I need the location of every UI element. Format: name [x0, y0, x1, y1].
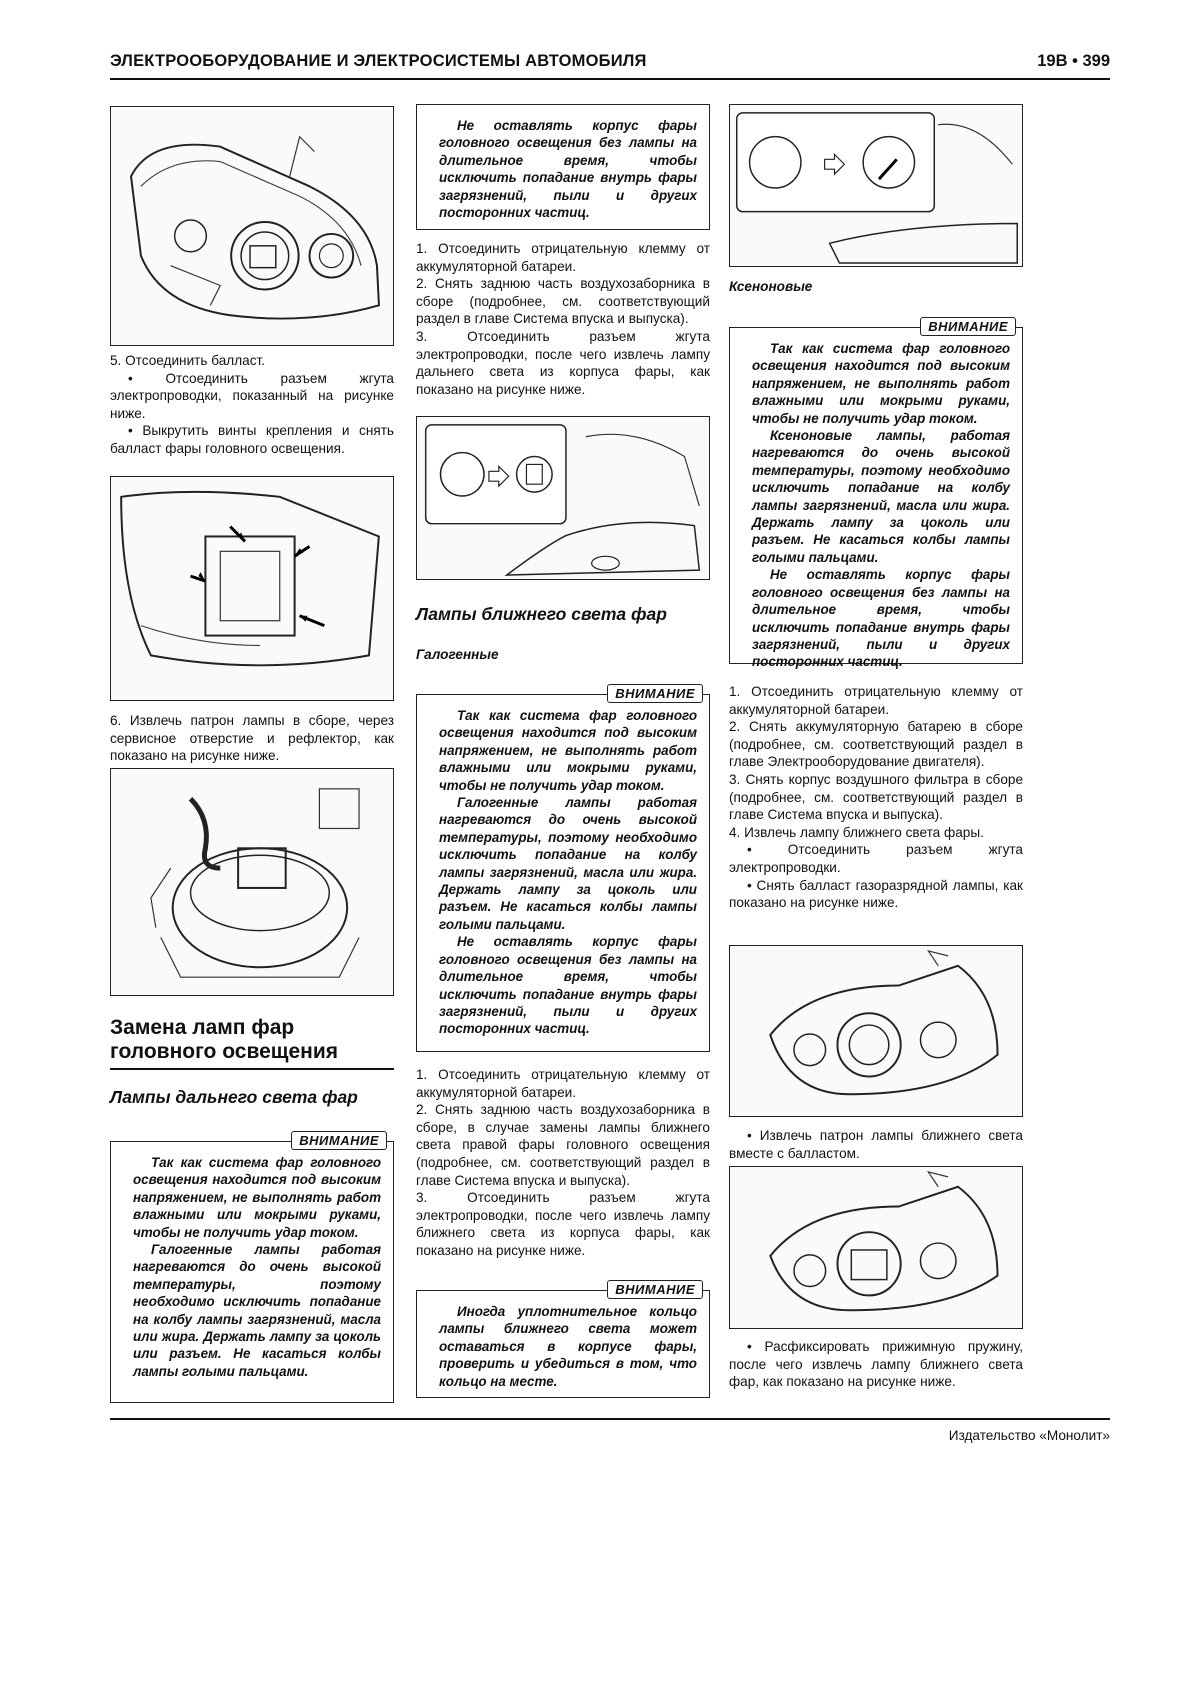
bullet-release-spring: • Расфиксировать прижимную пружину, после чего извлечь лампу ближнего света фар, как показано на рисунке ниже. [729, 1339, 1023, 1390]
figure-headlamp-rear-view [110, 106, 394, 346]
subsection-xenon: Ксеноновые [729, 279, 813, 294]
figure-xenon-ballast [729, 945, 1023, 1117]
step-2: 2. Снять аккумуляторную батарею в сборе (подробнее, см. соответствующий раздел в главе Электрооборудование двигателя). [729, 719, 1023, 770]
col2-steps-high-beam [416, 240, 710, 398]
figure-high-beam-removal [416, 416, 710, 580]
warning-label: ВНИМАНИЕ [291, 1131, 387, 1150]
chapter-title: ЭЛЕКТРООБОРУДОВАНИЕ И ЭЛЕКТРОСИСТЕМЫ АВТОМОБИЛЯ [110, 52, 647, 70]
step-4: 4. Извлечь лампу ближнего света фары. [729, 824, 984, 840]
publisher: Издательство «Монолит» [948, 1428, 1110, 1443]
warning-text-1: Так как система фар головного освещения находится под высоким напряжением, не выполнять работ влажными или мокрыми руками, чтобы не получить удар током. [752, 341, 1010, 426]
figure-ballast-screws [110, 476, 394, 701]
warning-text-3: Не оставлять корпус фары головного освещения без лампы на длительное время, чтобы исключить попадание внутрь фары загрязнений, пыли и других посторонних частиц. [752, 567, 1010, 670]
warning-label: ВНИМАНИЕ [920, 317, 1016, 336]
warning-text-2: Ксеноновые лампы, работая нагреваются до очень высокой температуры, поэтому необходимо исключить попадание на колбу лампы загрязнений, масла или жира. Держать лампу за цоколь или разъем. Не касаться колбы лампы голыми пальцами. [752, 428, 1010, 565]
page-number: 19В • 399 [1037, 52, 1110, 70]
col3-steps-xenon [729, 683, 1023, 912]
step-3: 3. Отсоединить разъем жгута электропроводки, после чего извлечь лампу ближнего света из корпуса фары, как показано на рисунке ниже. [416, 1190, 710, 1258]
col3-bullet-4 [729, 1338, 1023, 1391]
col1-step5-text [110, 352, 394, 458]
warning-text-1: Так как система фар головного освещения находится под высоким напряжением, не выполнять работ влажными или мокрыми руками, чтобы не получить удар током. [439, 708, 697, 793]
section-title [110, 1016, 338, 1064]
step-3: 3. Отсоединить разъем жгута электропроводки, после чего извлечь лампу дальнего света из корпуса фары, как показано на рисунке ниже. [416, 328, 710, 397]
figure-xenon-removal [729, 104, 1023, 267]
col1-step6-text [110, 712, 394, 765]
warning-text-3: Не оставлять корпус фары головного освещения без лампы на длительное время, чтобы исключить попадание внутрь фары загрязнений, пыли и других посторонних частиц. [439, 934, 697, 1037]
figure-lamp-socket [110, 768, 394, 996]
figure-xenon-bulb [729, 1166, 1023, 1329]
subsection-halogen: Галогенные [416, 647, 499, 662]
subsection-low-beam: Лампы ближнего света фар [416, 604, 667, 624]
step-5: 5. Отсоединить балласт. [110, 353, 265, 368]
step-4-bullet-2: • Снять балласт газоразрядной лампы, как показано на рисунке ниже. [729, 877, 1023, 911]
col3-bullet-3 [729, 1127, 1023, 1162]
warning-box-col3 [729, 319, 1023, 670]
warning-label: ВНИМАНИЕ [607, 1280, 703, 1299]
bullet-extract-socket: • Извлечь патрон лампы ближнего света вместе с балластом. [729, 1128, 1023, 1161]
warning-text-1: Так как система фар головного освещения находится под высоким напряжением, не выполнять работ влажными или мокрыми руками, чтобы не получить удар током. [133, 1155, 381, 1240]
warning-box-col2-top [416, 104, 710, 230]
step-2: 2. Снять заднюю часть воздухозаборника в сборе, в случае замены лампы ближнего света правой фары головного освещения (подробнее, см. соответствующий раздел в главе Система впуска и выпуска). [416, 1102, 710, 1188]
warning-box-col2-seal [416, 1282, 710, 1398]
warning-top-text: Не оставлять корпус фары головного освещения без лампы на длительное время, чтобы исключить попадание внутрь фары загрязнений, пыли и других посторонних частиц. [439, 118, 697, 221]
warning-box-col1 [110, 1133, 394, 1403]
subsection-high-beam: Лампы дальнего света фар [110, 1087, 358, 1107]
section-title-line-2: головного освещения [110, 1040, 339, 1063]
step-4-bullet-1: • Отсоединить разъем жгута электропроводки. [729, 842, 1023, 875]
warning-text-2: Галогенные лампы работая нагреваются до очень высокой температуры, поэтому необходимо исключить попадание на колбу лампы загрязнений, масла или жира. Держать лампу за цоколь или разъем. Не касаться колбы лампы голыми пальцами. [439, 795, 697, 932]
step-2: 2. Снять заднюю часть воздухозаборника в сборе (подробнее, см. соответствующий раздел в главе Система впуска и выпуска). [416, 276, 710, 327]
section-title-line-1: Замена ламп фар [110, 1016, 295, 1039]
section-divider [110, 1068, 394, 1070]
step-5-bullet-2: • Выкрутить винты крепления и снять балласт фары головного освещения. [110, 423, 394, 456]
warning-label: ВНИМАНИЕ [607, 684, 703, 703]
warning-text-2: Галогенные лампы работая нагреваются до очень высокой температуры, поэтому необходимо исключить попадание на колбу лампы загрязнений, масла или жира. Держать лампу за цоколь или разъем. Не касаться колбы лампы голыми пальцами. [133, 1242, 381, 1379]
warning-seal-text: Иногда уплотнительное кольцо лампы ближнего света может оставаться в корпусе фары, проверить и убедиться в том, что кольцо на месте. [439, 1304, 697, 1389]
step-3: 3. Снять корпус воздушного фильтра в сборе (подробнее, см. соответствующий раздел в главе Система впуска и выпуска). [729, 771, 1023, 823]
col2-steps-low-beam [416, 1066, 710, 1260]
step-1: 1. Отсоединить отрицательную клемму от аккумуляторной батареи. [416, 1067, 710, 1100]
step-1: 1. Отсоединить отрицательную клемму от аккумуляторной батареи. [416, 241, 710, 274]
footer-divider [110, 1418, 1110, 1420]
warning-box-col2 [416, 686, 710, 1052]
step-5-bullet-1: • Отсоединить разъем жгута электропроводки, показанный на рисунке ниже. [110, 370, 394, 421]
step-1: 1. Отсоединить отрицательную клемму от аккумуляторной батареи. [729, 684, 1023, 717]
step-6: 6. Извлечь патрон лампы в сборе, через сервисное отверстие и рефлектор, как показано на рисунке ниже. [110, 713, 394, 764]
page-header [110, 48, 1110, 80]
